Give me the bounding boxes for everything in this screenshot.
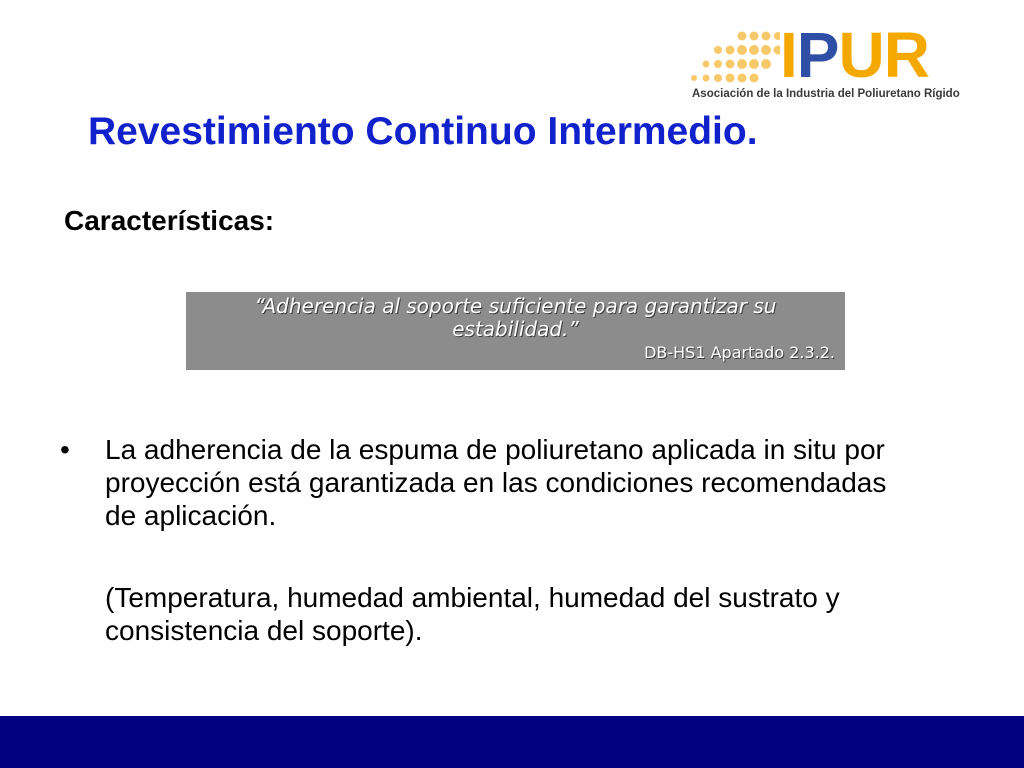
logo-subtitle: Asociación de la Industria del Poliuretano Rígido — [692, 88, 960, 100]
logo-letter-p: P — [796, 19, 839, 91]
conditions-note: (Temperatura, humedad ambiental, humedad del sustrato y consistencia del soporte). — [105, 582, 840, 646]
logo-letter-r: R — [883, 19, 929, 91]
bullet-text: La adherencia de la espuma de poliuretano aplicada in situ por proyección está garantizada en las condiciones recomendadas de aplicación. — [105, 434, 887, 531]
quote-text: “Adherencia al soporte suficiente para garantizar su estabilidad.” — [254, 294, 777, 341]
section-heading: Características: — [64, 205, 275, 236]
slide-title: Revestimiento Continuo Intermedio. — [88, 110, 758, 153]
ipur-logo — [690, 19, 1002, 108]
quote-source: DB-HS1 Apartado 2.3.2. — [644, 343, 835, 362]
bullet-marker: • — [60, 434, 70, 465]
logo-letter-u: U — [838, 19, 884, 91]
logo-dots-icon — [690, 28, 780, 88]
logo-letter-i: I — [780, 19, 797, 91]
logo-wordmark — [780, 16, 929, 94]
footer-bar — [0, 716, 1024, 768]
quote-box — [186, 292, 845, 370]
